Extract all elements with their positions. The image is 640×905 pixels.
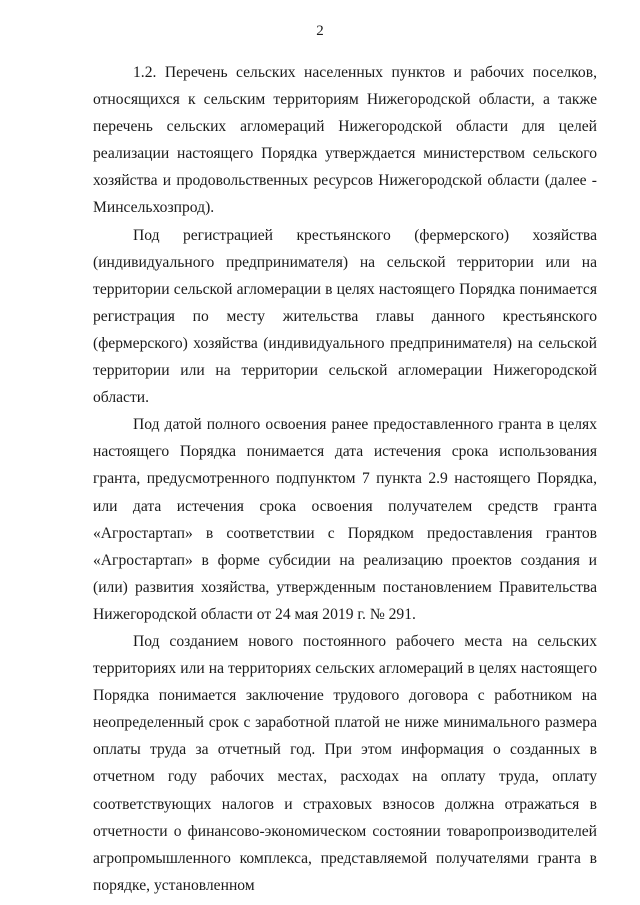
page-number: 2 [316,23,324,39]
paragraph-1-2-settlements-list: 1.2. Перечень сельских населенных пунктов и рабочих поселков, относящихся к сельским территориям Нижегородской области, а также перечень сельских агломераций Нижегородской области для целей реализации настоящего Порядка утверждается министерством сельского хозяйства и продовольственных ресурсов Нижегородской области (далее - Минсельхозпрод). [93,64,597,217]
paragraph-new-workplace-definition: Под созданием нового постоянного рабочего места на сельских территориях или на территориях сельских агломераций в целях настоящего Порядка понимается заключение трудового договора с работником на неопределенный срок с заработной платой не ниже минимального размера оплаты труда за отчетный год. При этом информация о созданных в отчетном году рабочих местах, расходах на оплату труда, оплату соответствующих налогов и страховых взносов должна отражаться в отчетности о финансово-экономическом состоянии товаропроизводителей агропромышленного комплекса, представляемой получателями гранта в порядке, установленном [93,632,597,894]
paragraph-grant-completion-date: Под датой полного освоения ранее предоставленного гранта в целях настоящего Порядка понимается дата истечения срока использования гранта, предусмотренного подпунктом 7 пункта 2.9 настоящего Порядка, или дата истечения срока освоения получателем средств гранта «Агростартап» в соответствии с Порядком предоставления грантов «Агростартап» в форме субсидии на реализацию проектов создания и (или) развития хозяйства, утвержденным постановлением Правительства Нижегородской области от 24 мая 2019 г. № 291. [93,416,597,623]
document-body [93,59,597,899]
paragraph-registration-definition: Под регистрацией крестьянского (фермерского) хозяйства (индивидуального предпринимателя) на сельской территории или на территории сельской агломерации в целях настоящего Порядка понимается регистрация по месту жительства главы данного крестьянского (фермерского) хозяйства (индивидуального предпринимателя) на сельской территории или на территории сельской агломерации Нижегородской области. [93,226,597,407]
